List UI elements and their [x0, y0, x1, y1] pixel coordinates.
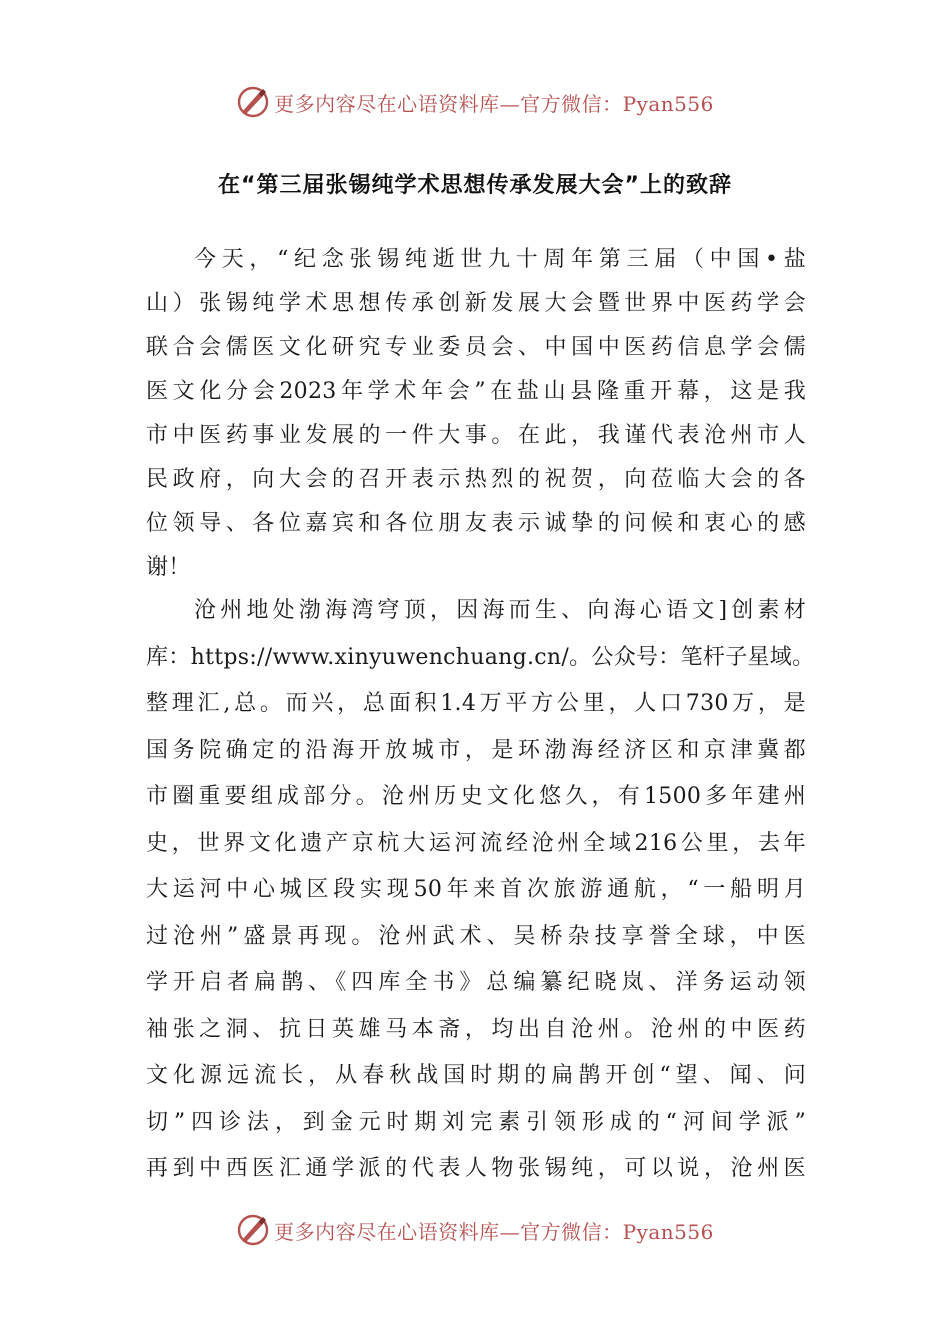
paragraph-line: 国务院确定的沿海开放城市，是环渤海经济区和京津冀都 [146, 737, 806, 763]
paragraph-line: 过沧州”盛景再现。沧州武术、吴桥杂技享誉全球，中医 [146, 923, 806, 949]
paragraph-line: 联合会儒医文化研究专业委员会、中国中医药信息学会儒 [146, 335, 806, 360]
paragraph-line: 市圈重要组成部分。沧州历史文化悠久，有1500多年建州 [146, 784, 806, 809]
paragraph-line: 切”四诊法，到金元时期刘完素引领形成的“河间学派” [146, 1109, 806, 1135]
banner-text: 更多内容尽在心语资料库—官方微信：Pyan556 [274, 91, 714, 116]
paragraph-line: 医文化分会2023年学术年会”在盐山县隆重开幕，这是我 [146, 379, 806, 404]
footer-banner [0, 1208, 950, 1252]
paragraph-line: 民政府，向大会的召开表示热烈的祝贺，向莅临大会的各 [146, 467, 806, 492]
paragraph-line: 今天，“纪念张锡纯逝世九十周年第三届（中国•盐 [194, 247, 806, 272]
paragraph-line: 文化源远流长，从春秋战国时期的扁鹊开创“望、闻、问 [146, 1063, 806, 1088]
paragraph-line: 再到中西医汇通学派的代表人物张锡纯，可以说，沧州医 [146, 1156, 806, 1181]
pen-circle-logo-icon [236, 1213, 270, 1247]
banner-text: 更多内容尽在心语资料库—官方微信：Pyan556 [274, 1219, 714, 1244]
paragraph-line: 市中医药事业发展的一件大事。在此，我谨代表沧州市人 [146, 423, 806, 448]
paragraph-line: 山）张锡纯学术思想传承创新发展大会暨世界中医药学会 [146, 291, 806, 316]
paragraph-line: 大运河中心城区段实现50年来首次旅游通航，“一船明月 [146, 877, 806, 902]
paragraph-line: 沧州地处渤海湾穹顶，因海而生、向海心语文]创素材 [194, 598, 806, 623]
paragraph-line: 谢！ [146, 555, 191, 580]
paragraph-1 [146, 238, 806, 590]
paragraph-line: 袖张之洞、抗日英雄马本斋，均出自沧州。沧州的中医药 [146, 1016, 806, 1042]
paragraph-line: 位领导、各位嘉宾和各位朋友表示诚挚的问候和衷心的感 [146, 511, 806, 536]
document-title: 在“第三届张锡纯学术思想传承发展大会”上的致辞 [218, 173, 732, 198]
paragraph-line: 库：https://www.xinyuwenchuang.cn/。公众号：笔杆子星域。 [146, 644, 815, 670]
paragraph-2 [146, 588, 815, 1193]
pen-circle-logo-icon [236, 85, 270, 119]
paragraph-line: 学开启者扁鹊、《四库全书》总编纂纪晓岚、洋务运动领 [146, 970, 806, 995]
header-banner [0, 80, 950, 124]
paragraph-line: 整理汇,总。而兴，总面积1.4万平方公里，人口730万，是 [146, 691, 806, 716]
paragraph-line: 史，世界文化遗产京杭大运河流经沧州全域216公里，去年 [146, 830, 806, 856]
